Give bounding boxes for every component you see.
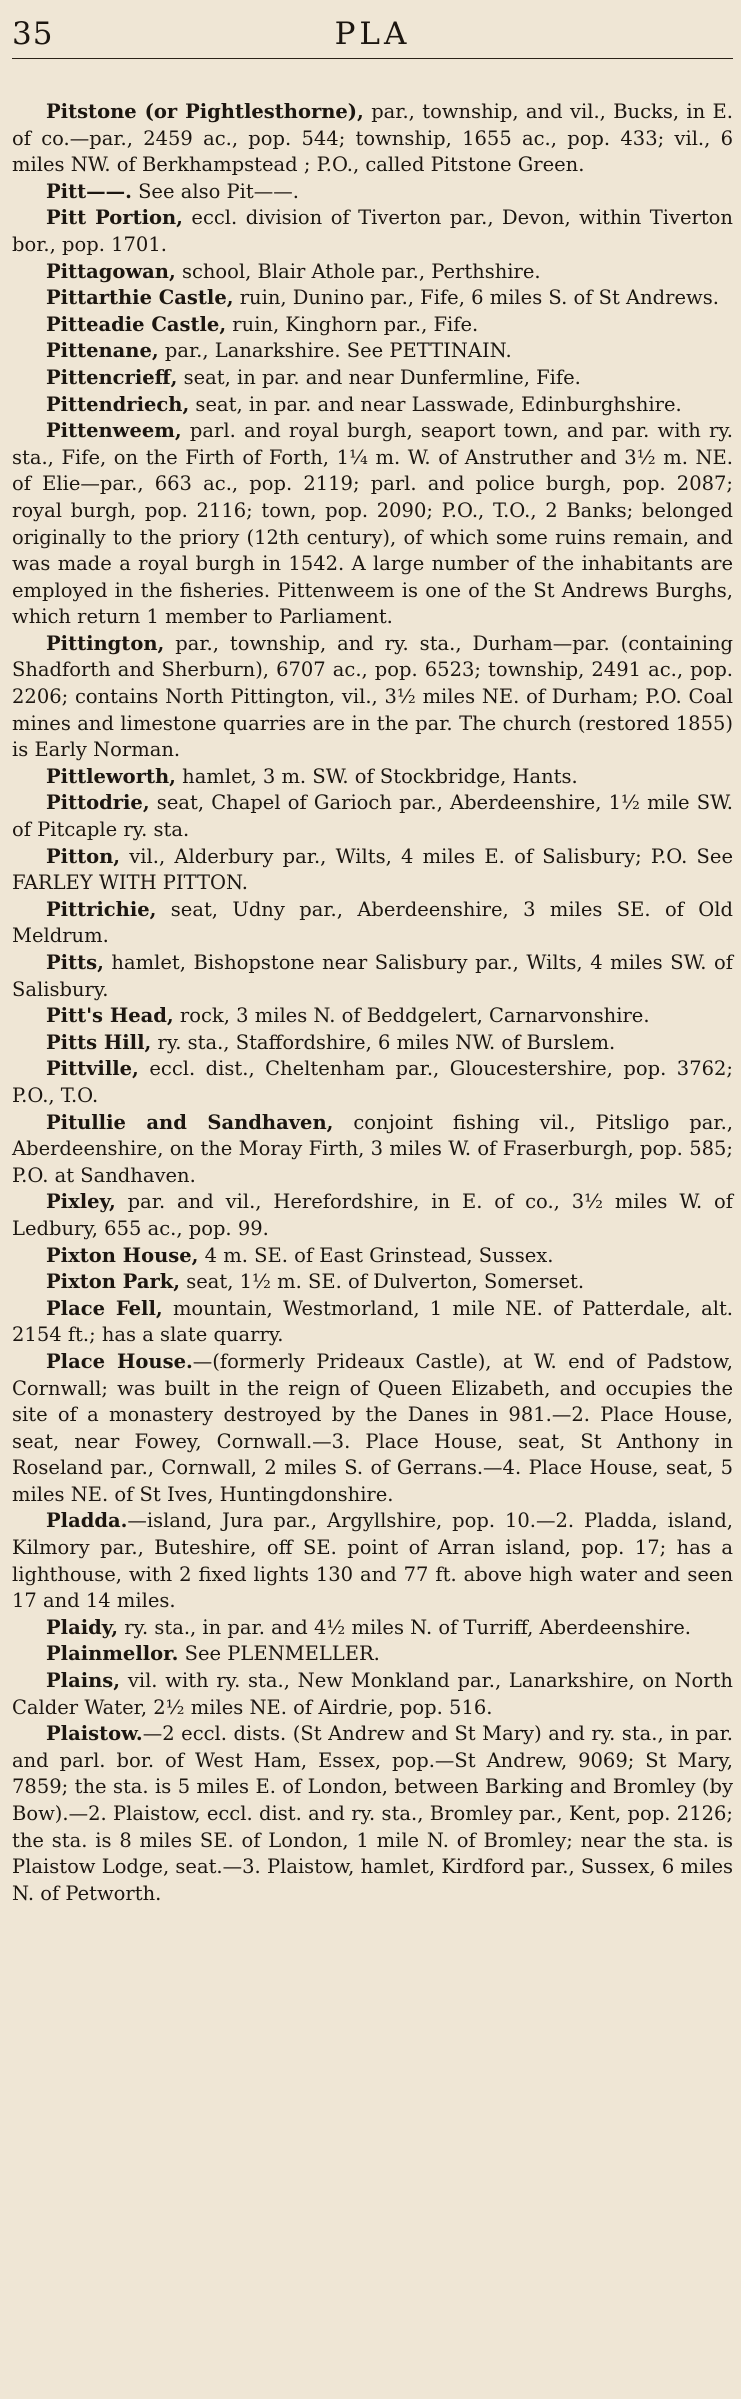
entry-headword: Plains, xyxy=(46,1669,121,1693)
entry-headword: Pittencrieff, xyxy=(46,365,178,389)
entry-headword: Pitton, xyxy=(46,844,121,868)
entry-pittenweem xyxy=(12,418,733,631)
entry-text: 4 m. SE. of East Grinstead, Sussex. xyxy=(198,1243,554,1267)
entry-headword: Pittendriech, xyxy=(46,392,190,416)
entry-text: seat, Udny par., Aberdeenshire, 3 miles SE. of Old Meldrum. xyxy=(12,897,733,948)
entry-text: rock, 3 miles N. of Beddgelert, Carnarvonshire. xyxy=(173,1004,650,1028)
entry-pittville xyxy=(12,1056,733,1109)
entry-pitstone xyxy=(12,99,733,179)
entry-text: vil. with ry. sta., New Monkland par., Lanarkshire, on North Calder Water, 2½ miles NE. of Airdrie, pop. 516. xyxy=(12,1669,733,1719)
entry-text: school, Blair Athole par., Perthshire. xyxy=(175,259,541,283)
entry-text: eccl. dist., Cheltenham par., Gloucestershire, pop. 3762; P.O., T.O. xyxy=(12,1057,733,1107)
entry-text: hamlet, Bishopstone near Salisbury par., Wilts, 4 miles SW. of Salisbury. xyxy=(12,951,733,1001)
entry-text: parl. and royal burgh, seaport town, and par. with ry. sta., Fife, on the Firth of Forth, 1¼ m. W. of Anstruther and 3½ m. NE. of Elie—par., 663 ac., pop. 2119; parl. and police burgh, pop. 2087; royal burgh, pop. 2116; town, pop. 2090; P.O., T.O., 2 Banks; belonged originally to the priory (12th century), of which some ruins remain, and was made a royal burgh in 1542. A large number of the inhabitants are employed in the fisheries. Pittenweem is one of the St Andrews Burghs, which return 1 member to Parliament. xyxy=(12,419,733,629)
entry-pitt xyxy=(12,179,733,206)
entry-pixton-park xyxy=(12,1269,733,1296)
entry-pixton-house xyxy=(12,1243,733,1270)
entry-text: seat, Chapel of Garioch par., Aberdeenshire, 1½ mile SW. of Pitcaple ry. sta. xyxy=(12,791,733,842)
running-head: PLA xyxy=(334,16,411,52)
entry-text: seat, 1½ m. SE. of Dulverton, Somerset. xyxy=(180,1270,585,1294)
entry-headword: Pixton Park, xyxy=(46,1270,181,1294)
entry-text: —(formerly Prideaux Castle), at W. end of Padstow, Cornwall; was built in the reign of Queen Elizabeth, and occupies the site of a monastery destroyed by the Danes in 981.—2. Place House, seat, near Fowey, Cornwall.—3. Place House, seat, St Anthony in Roseland par., Cornwall, 2 miles S. of Gerrans.—4. Place House, seat, 5 miles NE. of St Ives, Huntingdonshire. xyxy=(12,1349,733,1506)
entry-headword: Pittrichie, xyxy=(46,897,157,921)
entry-headword: Pittodrie, xyxy=(46,791,150,815)
entry-text: ry. sta., Staffordshire, 6 miles NW. of Burslem. xyxy=(151,1030,616,1054)
entry-headword: Pittenweem, xyxy=(46,419,182,443)
entry-place-house xyxy=(12,1349,733,1509)
entry-pitteadie-castle xyxy=(12,312,733,339)
entry-text: conjoint fishing vil., Pitsligo par., Aberdeenshire, on the Moray Firth, 3 miles W. of Fraserburgh, pop. 585; P.O. at Sandhaven. xyxy=(12,1110,733,1187)
entry-text: hamlet, 3 m. SW. of Stockbridge, Hants. xyxy=(175,764,578,788)
entry-text: —2 eccl. dists. (St Andrew and St Mary) and ry. sta., in par. and parl. bor. of West Ham, Essex, pop.—St Andrew, 9069; St Mary, 7859; the sta. is 5 miles E. of London, between Barking and Bromley (by Bow).—2. Plaistow, eccl. dist. and ry. sta., Bromley par., Kent, pop. 2126; the sta. is 8 miles SE. of London, 1 mile N. of Bromley; near the sta. is Plaistow Lodge, seat.—3. Plaistow, hamlet, Kirdford par., Sussex, 6 miles N. of Petworth. xyxy=(12,1722,733,1905)
entry-headword: Pitts, xyxy=(46,951,104,974)
entry-pittenane xyxy=(12,338,733,365)
entry-headword: Plaidy, xyxy=(46,1615,119,1639)
entry-pittleworth xyxy=(12,764,733,791)
entry-text: par. and vil., Herefordshire, in E. of co., 3½ miles W. of Ledbury, 655 ac., pop. 99. xyxy=(12,1190,733,1240)
entry-text: ruin, Dunino par., Fife, 6 miles S. of St Andrews. xyxy=(233,286,719,310)
entry-headword: Place House. xyxy=(46,1349,193,1373)
entry-pittendriech xyxy=(12,392,733,419)
entry-pladda xyxy=(12,1508,733,1614)
entry-headword: Pixley, xyxy=(46,1190,116,1214)
entry-headword: Pittleworth, xyxy=(46,764,176,788)
entry-pixley xyxy=(12,1189,733,1242)
entry-list xyxy=(12,99,733,1907)
entry-pittodrie xyxy=(12,790,733,843)
entry-headword: Pladda. xyxy=(46,1509,128,1533)
entry-text: par., township, and ry. sta., Durham—par. (containing Shadforth and Sherburn), 6707 ac., pop. 6523; township, 2491 ac., pop. 2206; contains North Pittington, vil., 3½ miles NE. of Durham; P.O. Coal mines and limestone quarries are in the par. The church (restored 1855) is Early Norman. xyxy=(12,631,733,762)
entry-pitullie-and-sandhaven xyxy=(12,1110,733,1190)
entry-headword: Plainmellor. xyxy=(46,1642,179,1666)
entry-text: See also Pit——. xyxy=(131,179,299,203)
page-header xyxy=(12,0,733,59)
entry-text: seat, in par. and near Dunfermline, Fife. xyxy=(177,365,581,389)
entry-plainmellor xyxy=(12,1641,733,1668)
entry-headword: Pittville, xyxy=(46,1057,139,1081)
entry-headword: Place Fell, xyxy=(46,1296,163,1320)
entry-text: vil., Alderbury par., Wilts, 4 miles E. of Salisbury; P.O. See FARLEY WITH PITTON. xyxy=(12,844,733,895)
entry-text: seat, in par. and near Lasswade, Edinburghshire. xyxy=(189,392,682,416)
entry-text: mountain, Westmorland, 1 mile NE. of Patterdale, alt. 2154 ft.; has a slate quarry. xyxy=(12,1296,733,1347)
entry-headword: Pittagowan, xyxy=(46,259,176,283)
entry-pitts-head xyxy=(12,1003,733,1030)
entry-headword: Pitteadie Castle, xyxy=(46,312,227,336)
entry-headword: Pitts Hill, xyxy=(46,1030,152,1054)
entry-headword: Pitt——. xyxy=(46,179,132,203)
entry-pitton xyxy=(12,844,733,897)
entry-headword: Pitullie and Sandhaven, xyxy=(46,1110,334,1134)
entry-headword: Plaistow. xyxy=(46,1722,143,1746)
entry-pittencrieff xyxy=(12,365,733,392)
entry-plaistow xyxy=(12,1721,733,1907)
entry-plaidy xyxy=(12,1615,733,1642)
entry-pittrichie xyxy=(12,897,733,950)
entry-headword: Pitt's Head, xyxy=(46,1004,174,1028)
entry-text: ruin, Kinghorn par., Fife. xyxy=(226,312,479,336)
entry-text: par., Lanarkshire. See PETTINAIN. xyxy=(158,339,512,363)
entry-headword: Pittarthie Castle, xyxy=(46,286,234,310)
entry-place-fell xyxy=(12,1296,733,1349)
entry-pittagowan xyxy=(12,259,733,286)
entry-text: eccl. division of Tiverton par., Devon, within Tiverton bor., pop. 1701. xyxy=(12,206,733,256)
entry-headword: Pittington, xyxy=(46,631,165,655)
entry-pitts xyxy=(12,950,733,1003)
entry-text: See PLENMELLER. xyxy=(178,1642,380,1666)
entry-headword: Pittenane, xyxy=(46,339,159,363)
entry-text: par., township, and vil., Bucks, in E. of co.—par., 2459 ac., pop. 544; township, 1655 ac., pop. 433; vil., 6 miles NW. of Berkhampstead ; P.O., called Pitstone Green. xyxy=(12,100,733,177)
entry-pittington xyxy=(12,631,733,764)
entry-pittarthie-castle xyxy=(12,285,733,312)
entry-pitts-hill xyxy=(12,1030,733,1057)
entry-headword: Pitt Portion, xyxy=(46,206,183,230)
entry-plains xyxy=(12,1668,733,1721)
entry-headword: Pitstone (or Pightlesthorne), xyxy=(46,100,364,123)
entry-text: —island, Jura par., Argyllshire, pop. 10.—2. Pladda, island, Kilmory par., Buteshire, off SE. point of Arran island, pop. 17; has a lighthouse, with 2 fixed lights 130 and 77 ft. above high water and seen 17 and 14 miles. xyxy=(12,1509,733,1613)
entry-headword: Pixton House, xyxy=(46,1243,199,1267)
page-number: 35 xyxy=(12,16,54,52)
entry-pitt-portion xyxy=(12,205,733,258)
entry-text: ry. sta., in par. and 4½ miles N. of Turriff, Aberdeenshire. xyxy=(118,1615,691,1639)
